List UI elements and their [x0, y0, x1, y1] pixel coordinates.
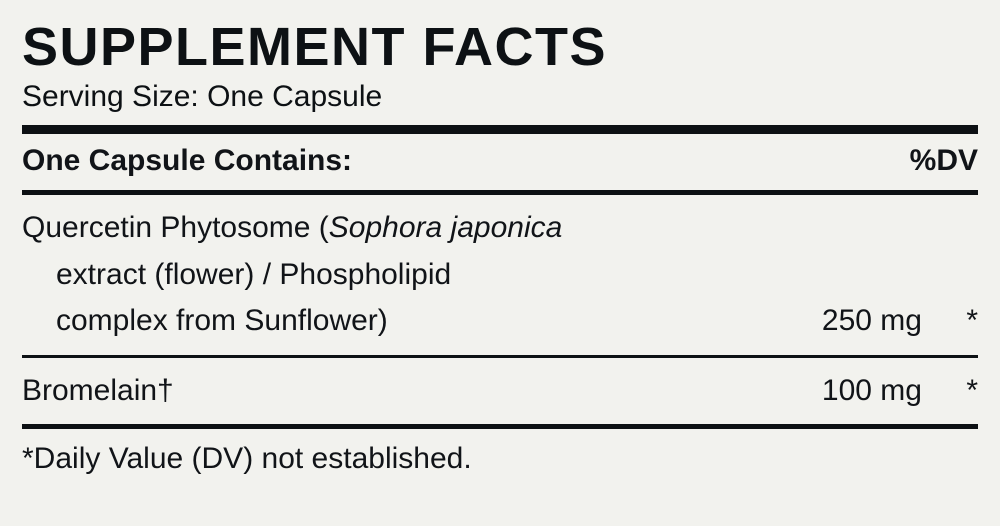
serving-size-text: Serving Size: One Capsule: [22, 80, 383, 113]
ingredient-dv: *: [966, 304, 978, 337]
table-row: [22, 195, 978, 355]
ingredient-name: [22, 368, 707, 415]
table-header-left: One Capsule Contains:: [22, 144, 353, 177]
ingredient-dv: *: [966, 373, 978, 407]
bottom-spacer: [22, 477, 978, 485]
ingredient-name-cont-2: complex from Sunflower): [56, 304, 388, 337]
ingredient-latin-name: Sophora japonica: [328, 211, 563, 244]
ingredient-amount: 100 mg: [821, 373, 922, 407]
table-header-dv: %DV: [909, 144, 978, 177]
footnote-text: *Daily Value (DV) not established.: [22, 442, 472, 475]
ingredient-name: [22, 205, 707, 345]
table-row: [22, 358, 978, 425]
ingredient-name-part: Bromelain†: [22, 373, 174, 407]
page-title: SUPPLEMENT FACTS: [22, 17, 608, 77]
table-header-row: [22, 134, 978, 190]
ingredient-name-part: Quercetin Phytosome (: [22, 211, 329, 244]
ingredient-name-cont-1: extract (flower) / Phospholipid: [56, 257, 452, 291]
ingredient-amount: 250 mg: [821, 304, 922, 337]
divider-thick-top: [22, 125, 978, 134]
